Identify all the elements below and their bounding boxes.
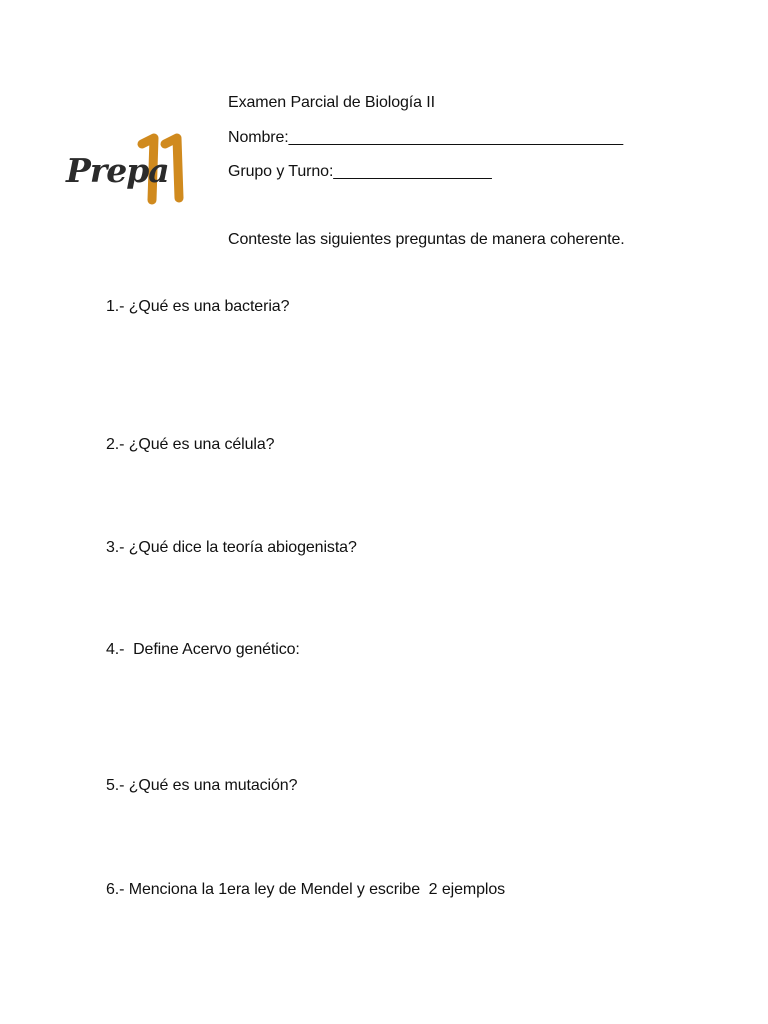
question-1: 1.- ¿Qué es una bacteria? [106,298,290,315]
question-4: 4.- Define Acervo genético: [106,641,300,658]
question-2: 2.- ¿Qué es una célula? [106,436,275,453]
question-3: 3.- ¿Qué dice la teoría abiogenista? [106,539,357,556]
prepa-11-logo [62,130,194,206]
instructions-text: Conteste las siguientes preguntas de manera coherente. [228,231,625,248]
question-5: 5.- ¿Qué es una mutación? [106,777,298,794]
question-6: 6.- Menciona la 1era ley de Mendel y escribe 2 ejemplos [106,881,506,898]
exam-title: Examen Parcial de Biología II [228,94,435,111]
svg-text:Prepa: Prepa [66,151,169,190]
name-field: Nombre:______________________________________ [228,129,623,146]
group-and-shift-field: Grupo y Turno:__________________ [228,163,492,180]
